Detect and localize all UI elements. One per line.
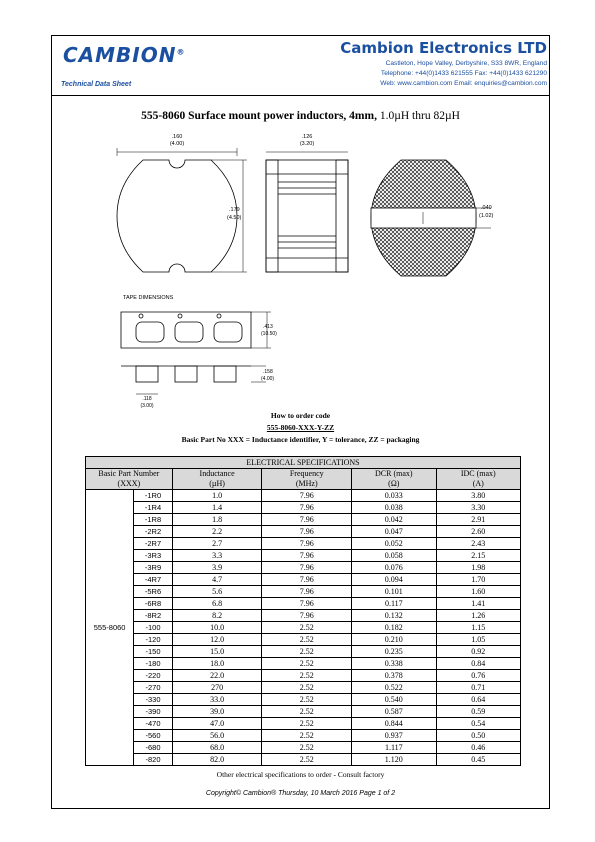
- specification-note: Other electrical specifications to order - Consult factory: [216, 770, 385, 779]
- table-row: [86, 754, 521, 766]
- page-footer: Copyright© Cambion® Thursday, 10 March 2016 Page 1 of 2: [205, 790, 396, 797]
- frequency-cell: 2.52: [262, 670, 352, 682]
- idc-cell: 0.54: [436, 718, 520, 730]
- part-code-cell: -470: [134, 718, 172, 730]
- pad-view: [371, 160, 491, 276]
- company-web: Web: www.cambion.com Email: enquiries@cambion.com: [380, 80, 547, 87]
- idc-cell: 1.41: [436, 598, 520, 610]
- order-code: 555-8060-XXX-Y-ZZ: [266, 423, 335, 432]
- frequency-cell: 2.52: [262, 658, 352, 670]
- frequency-cell: 7.96: [262, 610, 352, 622]
- idc-cell: 0.76: [436, 670, 520, 682]
- frequency-cell: 2.52: [262, 682, 352, 694]
- idc-cell: 1.26: [436, 610, 520, 622]
- col-header-dcr: DCR (max) (Ω): [352, 469, 436, 490]
- table-row: [86, 658, 521, 670]
- inductance-cell: 1.4: [172, 502, 262, 514]
- frequency-cell: 2.52: [262, 694, 352, 706]
- part-code-cell: -680: [134, 742, 172, 754]
- inductance-cell: 15.0: [172, 646, 262, 658]
- frequency-cell: 7.96: [262, 490, 352, 502]
- table-row: [86, 598, 521, 610]
- dcr-cell: 0.540: [352, 694, 436, 706]
- col-header-idc: IDC (max) (A): [436, 469, 520, 490]
- dcr-cell: 0.047: [352, 526, 436, 538]
- dcr-cell: 0.101: [352, 586, 436, 598]
- table-row: [86, 694, 521, 706]
- table-row: [86, 586, 521, 598]
- inductance-cell: 3.3: [172, 550, 262, 562]
- table-row: [86, 574, 521, 586]
- idc-cell: 2.60: [436, 526, 520, 538]
- table-row: [86, 646, 521, 658]
- document-title: 555-8060 Surface mount power inductors, 4mm, 1.0µH thru 82µH: [141, 110, 460, 122]
- tape-pitch-dim: .118: [142, 396, 152, 402]
- front-height-dim: .179: [229, 207, 240, 213]
- col-header-part: Basic Part Number (XXX): [86, 469, 173, 490]
- inductance-cell: 1.0: [172, 490, 262, 502]
- part-code-cell: -4R7: [134, 574, 172, 586]
- table-row: [86, 682, 521, 694]
- inductance-cell: 6.8: [172, 598, 262, 610]
- inductance-cell: 4.7: [172, 574, 262, 586]
- part-code-cell: -560: [134, 730, 172, 742]
- dcr-cell: 0.052: [352, 538, 436, 550]
- order-explanation: Basic Part No XXX = Inductance identifier, Y = tolerance, ZZ = packaging: [181, 435, 420, 444]
- frequency-cell: 2.52: [262, 754, 352, 766]
- idc-cell: 0.84: [436, 658, 520, 670]
- frequency-cell: 7.96: [262, 526, 352, 538]
- tape-pad-dim: .158: [263, 369, 273, 375]
- dcr-cell: 0.210: [352, 634, 436, 646]
- table-row: [86, 538, 521, 550]
- inductance-cell: 1.8: [172, 514, 262, 526]
- frequency-cell: 2.52: [262, 730, 352, 742]
- inductance-cell: 68.0: [172, 742, 262, 754]
- side-width-dim: .126: [301, 134, 313, 140]
- dcr-cell: 0.058: [352, 550, 436, 562]
- dcr-cell: 0.076: [352, 562, 436, 574]
- dcr-cell: 0.844: [352, 718, 436, 730]
- table-row: [86, 670, 521, 682]
- table-row: [86, 514, 521, 526]
- idc-cell: 3.80: [436, 490, 520, 502]
- base-part-number: 555-8060: [86, 490, 134, 766]
- table-row: [86, 718, 521, 730]
- part-code-cell: -1R4: [134, 502, 172, 514]
- table-row: [86, 490, 521, 502]
- frequency-cell: 7.96: [262, 574, 352, 586]
- tape-pad-dim-mm: (4.00): [261, 376, 275, 382]
- col-header-inductance: Inductance (µH): [172, 469, 262, 490]
- frequency-cell: 7.96: [262, 562, 352, 574]
- frequency-cell: 7.96: [262, 514, 352, 526]
- inductance-cell: 2.7: [172, 538, 262, 550]
- part-code-cell: -1R0: [134, 490, 172, 502]
- tape-height-dim-mm: (10.50): [261, 331, 277, 337]
- part-code-cell: -1R8: [134, 514, 172, 526]
- inductance-cell: 10.0: [172, 622, 262, 634]
- part-code-cell: -390: [134, 706, 172, 718]
- frequency-cell: 7.96: [262, 586, 352, 598]
- idc-cell: 0.46: [436, 742, 520, 754]
- front-width-dim-mm: (4.00): [169, 141, 185, 147]
- part-code-cell: -5R6: [134, 586, 172, 598]
- frequency-cell: 2.52: [262, 742, 352, 754]
- dcr-cell: 0.042: [352, 514, 436, 526]
- idc-cell: 2.15: [436, 550, 520, 562]
- part-code-cell: -2R7: [134, 538, 172, 550]
- company-address: Castleton, Hope Valley, Derbyshire, S33 8WR, England: [385, 60, 547, 67]
- dcr-cell: 0.235: [352, 646, 436, 658]
- part-code-cell: -180: [134, 658, 172, 670]
- inductance-cell: 12.0: [172, 634, 262, 646]
- table-row: [86, 526, 521, 538]
- dcr-cell: 0.937: [352, 730, 436, 742]
- electrical-specifications-table: [85, 456, 521, 766]
- part-code-cell: -100: [134, 622, 172, 634]
- table-row: [86, 634, 521, 646]
- company-phone: Telephone: +44(0)1433 621555 Fax: +44(0)1433 621290: [380, 70, 547, 77]
- idc-cell: 1.15: [436, 622, 520, 634]
- company-name: Cambion Electronics LTD: [340, 39, 547, 57]
- idc-cell: 0.92: [436, 646, 520, 658]
- tape-dimensions-label: TAPE DIMENSIONS: [123, 295, 174, 301]
- frequency-cell: 2.52: [262, 706, 352, 718]
- document-type-label: Technical Data Sheet: [61, 81, 132, 88]
- idc-cell: 1.70: [436, 574, 520, 586]
- frequency-cell: 2.52: [262, 646, 352, 658]
- dcr-cell: 0.182: [352, 622, 436, 634]
- part-code-cell: -270: [134, 682, 172, 694]
- table-row: [86, 742, 521, 754]
- inductance-cell: 3.9: [172, 562, 262, 574]
- idc-cell: 2.43: [436, 538, 520, 550]
- front-height-dim-mm: (4.50): [227, 215, 242, 221]
- inductance-cell: 18.0: [172, 658, 262, 670]
- inductance-cell: 22.0: [172, 670, 262, 682]
- table-row: [86, 622, 521, 634]
- tape-height-dim: .413: [263, 324, 273, 330]
- part-code-cell: -3R9: [134, 562, 172, 574]
- frequency-cell: 7.96: [262, 550, 352, 562]
- part-code-cell: -3R3: [134, 550, 172, 562]
- table-caption: ELECTRICAL SPECIFICATIONS: [86, 457, 521, 469]
- dcr-cell: 1.120: [352, 754, 436, 766]
- dcr-cell: 0.522: [352, 682, 436, 694]
- inductance-cell: 5.6: [172, 586, 262, 598]
- table-row: [86, 550, 521, 562]
- order-heading: How to order code: [270, 411, 331, 420]
- dcr-cell: 0.033: [352, 490, 436, 502]
- dcr-cell: 0.117: [352, 598, 436, 610]
- idc-cell: 0.59: [436, 706, 520, 718]
- idc-cell: 2.91: [436, 514, 520, 526]
- col-header-frequency: Frequency (MHz): [262, 469, 352, 490]
- front-width-dim: .160: [171, 134, 183, 140]
- frequency-cell: 2.52: [262, 622, 352, 634]
- idc-cell: 1.98: [436, 562, 520, 574]
- side-view: [266, 152, 348, 272]
- dcr-cell: 0.378: [352, 670, 436, 682]
- side-width-dim-mm: (3.20): [299, 141, 315, 147]
- idc-cell: 1.60: [436, 586, 520, 598]
- inductance-cell: 270: [172, 682, 262, 694]
- idc-cell: 0.45: [436, 754, 520, 766]
- tape-top-view: [121, 312, 271, 348]
- frequency-cell: 2.52: [262, 634, 352, 646]
- table-row: [86, 610, 521, 622]
- part-code-cell: -220: [134, 670, 172, 682]
- dcr-cell: 0.587: [352, 706, 436, 718]
- frequency-cell: 7.96: [262, 538, 352, 550]
- inductance-cell: 47.0: [172, 718, 262, 730]
- part-code-cell: -330: [134, 694, 172, 706]
- inductance-cell: 33.0: [172, 694, 262, 706]
- dcr-cell: 0.132: [352, 610, 436, 622]
- idc-cell: 0.50: [436, 730, 520, 742]
- table-row: [86, 730, 521, 742]
- dcr-cell: 0.038: [352, 502, 436, 514]
- part-code-cell: -120: [134, 634, 172, 646]
- inductance-cell: 39.0: [172, 706, 262, 718]
- document-header: [51, 35, 550, 96]
- part-code-cell: -150: [134, 646, 172, 658]
- dcr-cell: 1.117: [352, 742, 436, 754]
- dcr-cell: 0.338: [352, 658, 436, 670]
- inductance-cell: 8.2: [172, 610, 262, 622]
- mechanical-drawings: [51, 126, 550, 411]
- table-row: [86, 706, 521, 718]
- pad-dim-mm: (1.02): [479, 213, 494, 219]
- table-row: [86, 502, 521, 514]
- cambion-logo: CAMBION®: [63, 43, 186, 67]
- idc-cell: 1.05: [436, 634, 520, 646]
- pad-dim: .040: [481, 205, 492, 211]
- part-code-cell: -820: [134, 754, 172, 766]
- frequency-cell: 7.96: [262, 502, 352, 514]
- part-code-cell: -8R2: [134, 610, 172, 622]
- front-view: [117, 148, 247, 272]
- inductance-cell: 2.2: [172, 526, 262, 538]
- part-code-cell: -2R2: [134, 526, 172, 538]
- table-row: [86, 562, 521, 574]
- tape-side-view: [121, 366, 266, 394]
- idc-cell: 0.64: [436, 694, 520, 706]
- tape-pitch-dim-mm: (3.00): [140, 403, 154, 409]
- idc-cell: 0.71: [436, 682, 520, 694]
- part-code-cell: -6R8: [134, 598, 172, 610]
- frequency-cell: 2.52: [262, 718, 352, 730]
- idc-cell: 3.30: [436, 502, 520, 514]
- inductance-cell: 56.0: [172, 730, 262, 742]
- inductance-cell: 82.0: [172, 754, 262, 766]
- dcr-cell: 0.094: [352, 574, 436, 586]
- frequency-cell: 7.96: [262, 598, 352, 610]
